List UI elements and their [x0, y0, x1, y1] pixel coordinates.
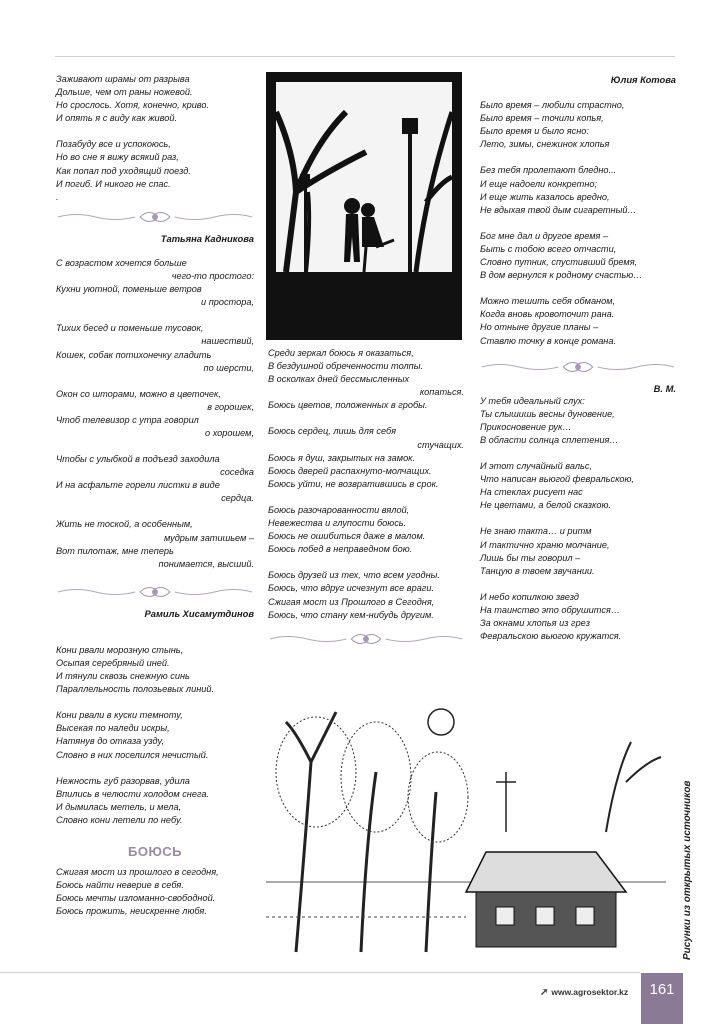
stanza-gap	[56, 696, 254, 709]
poem-line: Боюсь найти неверие в себя.	[56, 880, 184, 891]
poem-line: Сжигая мост из прошлого в сегодня,	[56, 867, 219, 878]
stanza-gap	[56, 505, 254, 518]
poem-line: чего-то простого:	[171, 271, 254, 282]
top-rule	[55, 56, 675, 57]
poem-line: На стеклах рисует нас	[480, 487, 583, 498]
poem-kadnikova	[56, 257, 254, 571]
poem-line: Что написан вьюгой февральскою,	[480, 474, 634, 485]
poem-line: С возрастом хочется больше	[56, 257, 187, 268]
poem-line: Боюсь цветов, положенных в гробы.	[268, 400, 428, 411]
poem-line: Словно в них поселился нечистый.	[56, 749, 209, 760]
poem-line: И дымилась метель, и мела,	[56, 801, 182, 812]
poem-line: Не цветами, а белой сказкою.	[480, 500, 611, 511]
poem-line: Лишь бы ты говорил –	[480, 552, 581, 563]
poem-line: Кони рвали в куски темноту,	[56, 710, 183, 721]
poem-line: Заживают шрамы от разрыва	[56, 74, 190, 84]
poem-line: И тактично храню молчание,	[480, 539, 610, 550]
poem-line: Окон со шторами, можно в цветочек,	[56, 388, 221, 399]
poem-line: Дольше, чем от раны ножевой.	[56, 87, 193, 98]
poem-line: Когда вновь кровоточит рана.	[480, 309, 615, 320]
poem-line: Боюсь прожить, неискренне любя.	[56, 906, 207, 917]
poem-khisamutdinov	[56, 644, 254, 827]
poem-line: Высекая по наледи искры,	[56, 723, 170, 734]
poem-line: Параллельность полозьевых линий.	[56, 684, 215, 695]
poem-line: Жить не тоской, а особенным,	[56, 519, 193, 530]
poem-line: И погиб. И никого не спас.	[56, 178, 171, 189]
poem-untitled-1	[56, 73, 254, 204]
poem-line: Но во сне я вижу всякий раз,	[56, 152, 179, 163]
stanza-gap	[56, 309, 254, 322]
poem-line: Лето, зимы, снежинок хлопья	[480, 139, 610, 150]
stanza-gap	[480, 512, 676, 525]
poem-line: Боюсь сердец, лишь для себя	[268, 426, 397, 437]
poem-line: в горошек,	[207, 401, 254, 412]
poem-line: На таинство это обрушится…	[480, 604, 621, 615]
poem-line: о хорошем,	[205, 427, 254, 438]
stanza-gap	[56, 762, 254, 775]
poem-vm	[480, 395, 676, 644]
column-middle	[268, 347, 464, 654]
poem-line: В бездушной обреченности толпы.	[268, 361, 424, 372]
stanza-gap	[268, 412, 464, 425]
author-kadnikova: Татьяна Кадникова	[160, 232, 254, 244]
poem-line: Но отныне другие планы –	[480, 322, 599, 333]
poem-line: Тихих бесед и поменьше тусовок,	[56, 323, 204, 334]
poem-line: Бог мне дал и другое время –	[480, 230, 609, 241]
stanza-gap	[480, 151, 676, 164]
poem-line: понимается, высший.	[158, 558, 254, 569]
poem-kotova	[480, 99, 676, 348]
poem-line: Боюсь уйти, не возвратившись в срок.	[268, 478, 439, 489]
column-left	[56, 73, 254, 919]
poem-line: Было время – точили копья,	[480, 113, 604, 124]
poem-line: И этот случайный вальс,	[480, 461, 592, 472]
poem-line: Боюсь я душ, закрытых на замок.	[268, 452, 416, 463]
poem-line: Ставлю точку в конце романа.	[480, 335, 617, 346]
poem-line: И опять я с виду как живой.	[56, 113, 178, 124]
stanza-gap	[480, 282, 676, 295]
poem-line: Осыпая серебряный иней.	[56, 658, 170, 668]
poem-line: Было время – любили страстно,	[480, 100, 625, 111]
poem-line: и простора,	[201, 297, 254, 308]
stanza-gap	[56, 125, 254, 138]
illustrations-credit: Рисунки из открытых источников	[682, 780, 693, 960]
poem-line: Как попал под уходящий поезд.	[56, 165, 191, 176]
poem-line: копаться.	[419, 387, 464, 398]
poem-line: Боюсь разочарованности вялой,	[268, 504, 410, 515]
poem-line: сердца.	[221, 493, 254, 504]
footer-url[interactable]	[540, 987, 628, 998]
poem-line: Можно тешить себя обманом,	[480, 296, 616, 307]
poem-line: Не вдыхая твой дым сигаретный…	[480, 204, 637, 215]
poem-line: Боюсь, что вдруг исчезнут все враги.	[268, 583, 434, 594]
poem-line: Кошек, собак потихонечку гладить	[56, 349, 212, 360]
poem-line: Нежность губ разорвав, удила	[56, 775, 190, 786]
poem-line: В области солнца сплетения…	[480, 434, 619, 445]
ornament-divider	[56, 585, 254, 599]
poem-line: Танцую в твоем звучании.	[480, 565, 595, 576]
poem-line: Среди зеркал боюсь я оказаться,	[268, 348, 414, 358]
poem-line: Словно кони летели по небу.	[56, 814, 183, 825]
poem-line: Прикосновение рук…	[480, 421, 572, 432]
poem-line: Сжигая мост из Прошлого в Сегодня,	[268, 596, 435, 607]
poem-line: Чтобы с улыбкой в подъезд заходила	[56, 454, 220, 465]
poem-line: Вот пилотаж, мне теперь	[56, 545, 174, 556]
poem-line: Словно путник, спустивший бремя,	[480, 257, 638, 268]
poem-line: Невежества и глупости боюсь.	[268, 518, 407, 529]
stanza-gap	[268, 556, 464, 569]
poem-line: В дом вернулся к родному счастью…	[480, 270, 643, 281]
ornament-divider	[56, 210, 254, 224]
poem-line: И небо копилкою звезд	[480, 591, 579, 602]
poem-line: И еще надоели конкретно;	[480, 178, 598, 189]
poem-line: Ты слышишь весны дуновение,	[480, 408, 615, 419]
poem-line: И еще жить казалось вредно,	[480, 191, 610, 202]
poem-line: мудрым затишьем –	[163, 532, 254, 543]
poem-line: И на асфальте горели листки в виде	[56, 480, 220, 491]
poem-line: Боюсь друзей из тех, что всем угодны.	[268, 570, 440, 581]
poem-title-boyus: БОЮСЬ	[128, 844, 182, 860]
poem-line: Кони рвали морозную стынь,	[56, 644, 184, 655]
stanza-gap	[56, 375, 254, 388]
poem-line: У тебя идеальный слух:	[480, 395, 585, 406]
poem-line: Боюсь побед в неправедном бою.	[268, 544, 413, 555]
author-kotova: Юлия Котова	[610, 74, 676, 85]
poem-line: Февральскою вьюгою кружатся.	[480, 631, 622, 642]
ornament-divider	[480, 360, 676, 374]
footer-url-text: www.agrosektor.kz	[551, 987, 629, 997]
author-vm: В. М.	[653, 382, 676, 394]
poem-line: соседка	[220, 467, 254, 478]
winter-village-illustration	[266, 682, 666, 964]
poem-line: нашествий,	[201, 336, 254, 347]
poem-line: Позабуду все и успокоюсь,	[56, 139, 171, 150]
poem-line: Но срослось. Хотя, конечно, криво.	[56, 100, 210, 111]
stanza-gap	[480, 217, 676, 230]
poem-line: Боюсь не ошибиться даже в малом.	[268, 531, 426, 542]
poem-line: Без тебя пролетают бледно...	[480, 165, 617, 176]
poem-line: стучащих.	[417, 439, 464, 450]
poem-line: Боюсь, что стану кем-нибудь другим.	[268, 609, 434, 620]
poem-line: Боюсь дверей распахнуто-молчащих.	[268, 465, 432, 476]
poem-line: .	[56, 191, 59, 202]
ornament-divider	[268, 632, 464, 646]
mouse-pointer-icon: ➚	[540, 987, 549, 998]
poem-line: по шерсти,	[203, 362, 254, 373]
poem-line: Быть с тобою всего отчасти,	[480, 243, 617, 254]
bottom-rule	[0, 972, 640, 973]
stanza-gap	[56, 440, 254, 453]
poem-line: Кухни уютной, поменьше ветров	[56, 284, 202, 295]
stanza-gap	[480, 578, 676, 591]
stanza-gap	[268, 491, 464, 504]
couple-silhouette-illustration	[266, 72, 462, 340]
stanza-gap	[480, 447, 676, 460]
poem-line: Впились в челюсти холодом снега.	[56, 788, 210, 799]
poem-boyus-continued	[268, 347, 464, 622]
poem-line: Боюсь мечты изломанно-свободной.	[56, 893, 216, 904]
poem-line: За окнами хлопья из грез	[480, 618, 590, 628]
poem-line: Чтоб телевизор с утра говорил	[56, 414, 199, 425]
poem-boyus-start	[56, 866, 254, 918]
poem-line: Было время и было ясно:	[480, 126, 589, 137]
poem-line: И тянули сквозь снежную синь	[56, 671, 190, 682]
page-number: 161	[641, 973, 683, 1024]
column-right	[480, 73, 676, 643]
author-khisamutdinov: Рамиль Хисамутдинов	[144, 607, 254, 619]
poem-line: Натянув до отказа узду,	[56, 736, 165, 747]
poem-line: Не знаю такта… и ритм	[480, 526, 592, 537]
poem-line: В осколках дней бессмысленных	[268, 374, 410, 385]
